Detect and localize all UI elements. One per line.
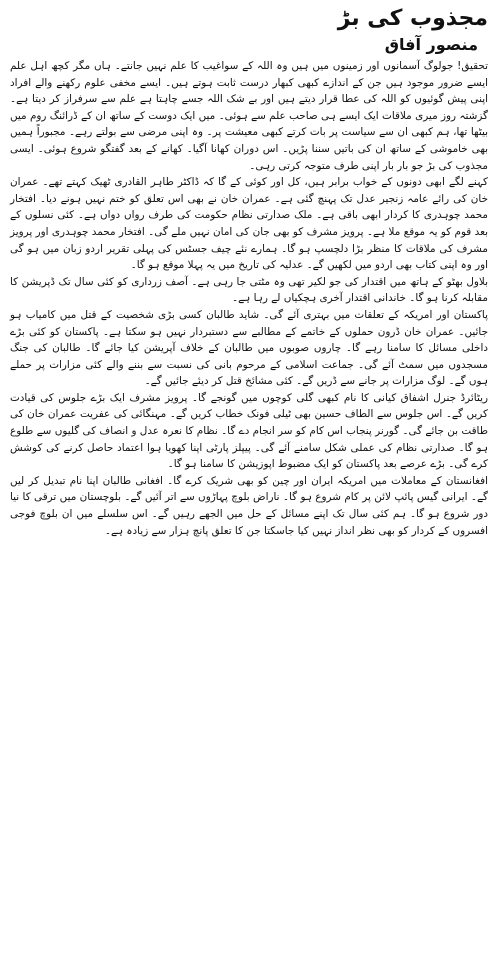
article-paragraph-1: تحقیق! جولوگ آسمانوں اور زمینوں میں ہیں وہ اللہ کے سواغیب کا علم نہیں جانتے۔ ہاں مگر کچھ اہل علم ایسے ضرور موجود ہیں جن کے اندازے کبھی کبھار درست ثابت ہوتے ہیں۔ ایسے مخفی علوم رکھنے والے افراد اپنی پیش گوئیوں کو اللہ کی عطا قرار دیتے ہیں اور بے شک اللہ جسے چاہتا ہے علم سے سرفراز کر دیتا ہے۔ گزشتہ روز میری ملاقات ایک ایسے ہی صاحب علم سے ہوئی۔ میں ایک دوست کے ساتھ ان کے ڈرائنگ روم میں بیٹھا تھا، ہم کبھی ان سے سیاست پر بات کرتے کبھی معیشت پر۔ وہ اپنی مرضی سے بولتے رہے۔ مجبوراً ہمیں بھی خاموشی کے ساتھ ان کی باتیں سننا پڑیں۔ اس دوران کھانا آگیا۔ کھانے کے بعد گفتگو شروع ہوئی۔ ایسی مجذوب کی بڑ جو بار بار اپنی طرف متوجہ کرتی رہی۔ <box>10 60 488 172</box>
article-paragraph-2: کہنے لگے ابھی دونوں کے خواب برابر ہیں، کل اور کوئی کے گا کہ ڈاکٹر طاہر القادری ٹھیک کہتے تھے۔ عمران خان کی رائے عامہ زنجیر عدل تک پہنچ گئی ہے۔ عمران خان نے بھی اس تعلق کو ختم نہیں ہونے دیا۔ افتخار محمد چوہدری کا کردار ابھی باقی ہے۔ ملک صدارتی نظام حکومت کی طرف رواں دواں ہے۔ کئی نسلوں کے بعد قوم کو یہ موقع ملا ہے۔ پرویز مشرف کو بھی جان کی امان نہیں ملے گی۔ افتخار محمد چوہدری اور پرویز مشرف کی ملاقات کا منظر بڑا دلچسپ ہو گا۔ ہمارے نئے چیف جسٹس کی پہلی تقریر اردو زبان میں ہو گی اور وہ اپنی کتاب بھی اردو میں لکھیں گے۔ عدلیہ کی تاریخ میں یہ پہلا موقع ہو گا۔ <box>10 176 488 272</box>
article-author: منصور آفاق <box>384 35 478 54</box>
article-paragraph-4: پاکستان اور امریکہ کے تعلقات میں بہتری آئے گی۔ شاید طالبان کسی بڑی شخصیت کے قتل میں کامیاب ہو جائیں۔ عمران خان ڈرون حملوں کے خاتمے کے مطالبے سے دستبردار نہیں ہو سکتا ہے۔ پاکستان کو کئی بڑے داخلی مسائل کا سامنا رہے گا۔ چاروں صوبوں میں طالبان کے خلاف آپریشن کیا جائے گا۔ طالبان کی جنگ مسجدوں میں سمٹ آئے گی۔ جماعت اسلامی کے مرحوم بانی کی نسبت سے بننے والے کئی مزارات پر حملے ہوں گے۔ لوگ مزارات پر جانے سے ڈریں گے۔ کئی مشائخ قتل کر دیئے جائیں گے۔ <box>10 308 488 388</box>
article-title: مجذوب کی بڑ <box>337 6 488 31</box>
article-paragraph-3: بلاول بھٹو کے ہاتھ میں اقتدار کی جو لکیر تھی وہ مٹتی جا رہی ہے۔ آصف زرداری کو کئی سال تک ڈپریشن کا مقابلہ کرنا ہو گا۔ خاندانی اقتدار آخری ہچکیاں لے رہا ہے۔ <box>10 275 488 305</box>
article-body <box>10 58 488 539</box>
article-paragraph-5: ریٹائرڈ جنرل اشفاق کیانی کا نام کبھی گلی کوچوں میں گونجے گا۔ پرویز مشرف ایک بڑے جلوس کی قیادت کریں گے۔ اس جلوس سے الطاف حسین بھی ٹیلی فونک خطاب کریں گے۔ مہنگائی کی عفریت عمران خان کی طاقت بن جائے گی۔ گورنر پنجاب اس کام کو سر انجام دے گا۔ نظام کا نعرہ عدل و انصاف کی گلیوں سے طلوع ہو گا۔ صدارتی نظام کی عملی شکل سامنے آئے گی۔ پیپلز پارٹی اپنا کھویا ہوا اعتماد حاصل کرنے کی کوشش کرے گی۔ بڑے عرصے بعد پاکستان کو ایک مضبوط اپوزیشن کا سامنا ہو گا۔ <box>10 391 488 471</box>
article-paragraph-6: افغانستان کے معاملات میں امریکہ ایران اور چین کو بھی شریک کرے گا۔ افغانی طالبان اپنا نام تبدیل کر لیں گے۔ ایرانی گیس پائپ لائن پر کام شروع ہو گا۔ ناراض بلوچ پہاڑوں سے اتر آئیں گے۔ بلوچستان میں ترقی کا نیا دور شروع ہو گا۔ ہم کئی سال تک اپنے مسائل کے حل میں الجھے رہیں گے۔ اس سلسلے میں ان بلوچ فوجی افسروں کے کردار کو بھی نظر انداز نہیں کیا جاسکتا جن کا تعلق پانچ ہزار سے زیادہ ہے۔ <box>10 474 488 537</box>
